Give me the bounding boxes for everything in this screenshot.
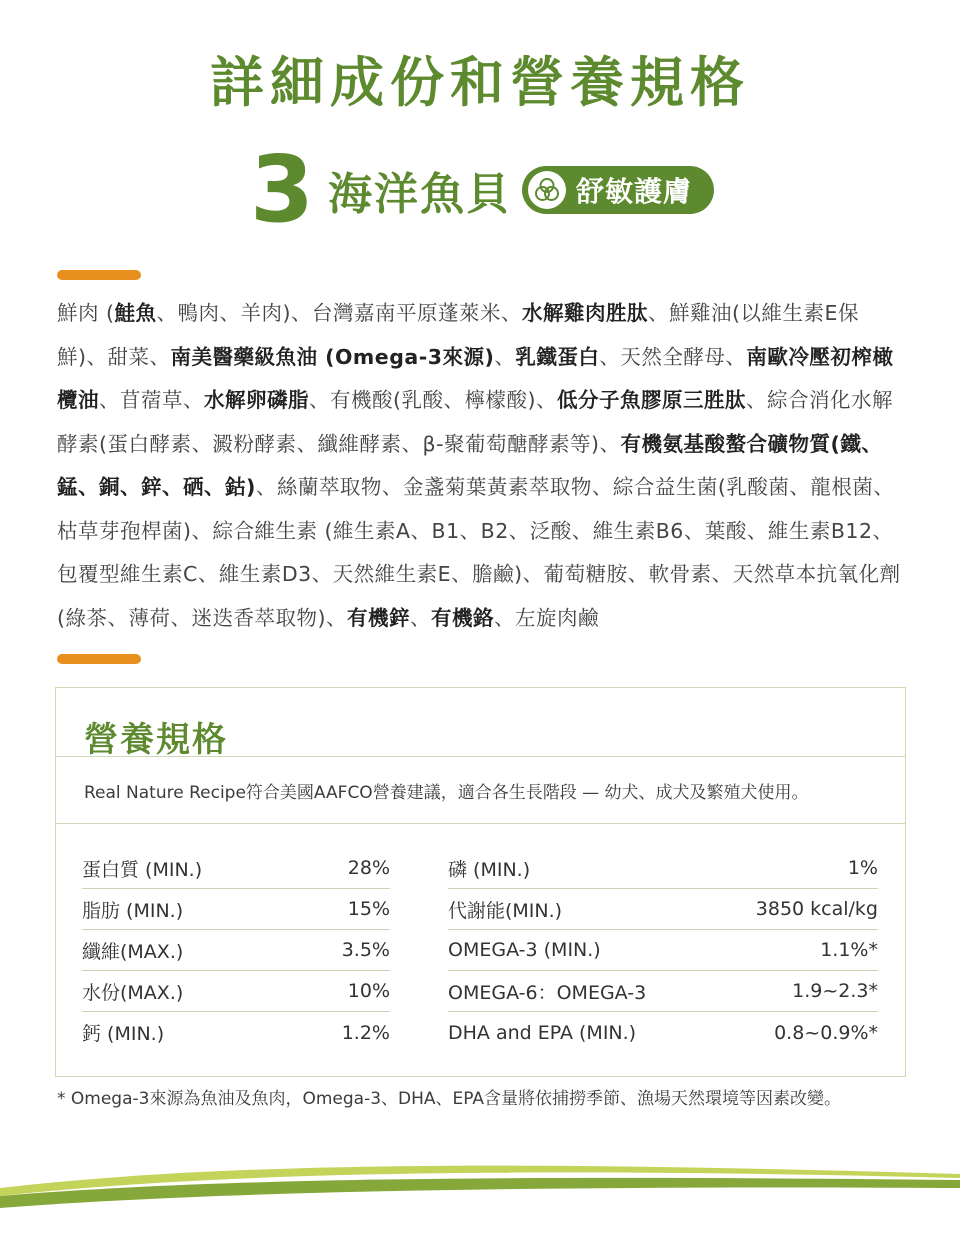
ingredient-highlight: 低分子魚膠原三胜肽 xyxy=(557,388,746,412)
nutrition-label: 水份(MAX.) xyxy=(82,981,184,1004)
nutrition-label: 磷 (MIN.) xyxy=(448,858,531,881)
ingredient-text: 、綜合消化水解酵素(蛋白酵素、澱粉酵素、纖維酵素、β-聚葡萄醣酵素等)、 xyxy=(57,388,893,456)
badge-label: 舒敏護膚 xyxy=(576,175,693,208)
ingredient-text: 、 xyxy=(494,344,516,369)
nutrition-label: 代謝能(MIN.) xyxy=(448,899,563,922)
ingredient-text: 、 xyxy=(410,605,431,630)
nutrition-row xyxy=(82,930,390,971)
ingredient-text: 、有機酸(乳酸、檸檬酸)、 xyxy=(309,388,557,412)
nutrition-panel xyxy=(55,687,906,1077)
nutrition-label: 鈣 (MIN.) xyxy=(82,1023,165,1045)
ingredient-text: 、鴨肉、羊肉)、台灣嘉南平原蓬萊米、 xyxy=(156,301,523,325)
nutrition-value: 10% xyxy=(347,980,390,1002)
nutrition-value: 1.9~2.3* xyxy=(792,980,878,1002)
nutrition-row xyxy=(82,889,390,930)
ingredient-text: 鮮肉 ( xyxy=(57,301,115,325)
ingredient-text: 、鮮雞油(以維生素E保鮮)、甜菜、 xyxy=(57,301,859,369)
nutrition-row xyxy=(82,848,390,889)
nutrition-title: 營養規格 xyxy=(84,720,228,760)
section-divider xyxy=(57,270,141,280)
ingredient-highlight: 鮭魚 xyxy=(114,301,157,325)
product-number: 3 xyxy=(250,136,315,243)
ingredient-highlight: 有機氨基酸螯合礦物質(鐵、錳、銅、鋅、硒、鈷) xyxy=(57,431,883,499)
nutrition-row xyxy=(82,971,390,1012)
nutrition-table-right xyxy=(448,848,878,1053)
nutrition-row xyxy=(448,848,878,889)
ingredient-text: 、左旋肉鹼 xyxy=(494,605,599,630)
nutrition-value: 15% xyxy=(347,898,390,920)
nutrition-row xyxy=(82,1012,390,1053)
nutrition-value: 1.1%* xyxy=(820,939,878,961)
nutrition-value: 3850 kcal/kg xyxy=(755,898,878,920)
ingredient-highlight: 南美醫藥級魚油 (Omega-3來源) xyxy=(170,344,495,369)
ingredient-highlight: 有機鋅 xyxy=(347,605,410,630)
section-divider xyxy=(57,654,141,664)
nutrition-row xyxy=(448,1012,878,1053)
nutrition-label: OMEGA-3 (MIN.) xyxy=(448,939,601,961)
nutrition-note: Real Nature Recipe符合美國AAFCO營養建議，適合各生長階段 — 幼犬、成犬及繁殖犬使用。 xyxy=(56,756,905,824)
ingredient-highlight: 水解雞肉胜肽 xyxy=(522,301,649,325)
nutrition-label: OMEGA-6：OMEGA-3 xyxy=(448,981,647,1004)
ingredient-highlight: 有機鉻 xyxy=(431,605,494,630)
ingredient-text: 、苜蓿草、 xyxy=(99,388,204,412)
nutrition-row xyxy=(448,930,878,971)
nutrition-value: 1% xyxy=(847,857,878,879)
nutrition-label: DHA and EPA (MIN.) xyxy=(448,1021,637,1044)
nutrition-value: 0.8~0.9%* xyxy=(774,1021,878,1044)
product-badge xyxy=(522,166,714,214)
nutrition-label: 脂肪 (MIN.) xyxy=(82,899,184,922)
page-title: 詳細成份和營養規格 xyxy=(210,51,750,114)
ingredient-highlight: 水解卵磷脂 xyxy=(204,388,309,412)
nutrition-row xyxy=(448,889,878,930)
tri-circle-icon xyxy=(528,171,566,209)
nutrition-label: 蛋白質 (MIN.) xyxy=(82,858,203,881)
ingredient-text: 、絲蘭萃取物、金盞菊葉黃素萃取物、綜合益生菌(乳酸菌、龍根菌、枯草芽孢桿菌)、綜合維生素 (維生素A、B1、B2、泛酸、維生素B6、葉酸、維生素B12、包覆型維生素C、維生素D3、天然維生素E、膽鹼)、葡萄糖胺、軟骨素、天然草本抗氧化劑 (綠茶、薄荷、迷迭香萃取物)、 xyxy=(57,475,901,630)
nutrition-value: 28% xyxy=(347,857,390,879)
nutrition-value: 3.5% xyxy=(341,939,390,961)
footnote: * Omega-3來源為魚油及魚肉，Omega-3、DHA、EPA含量將依捕撈季節、漁場天然環境等因素改變。 xyxy=(57,1089,842,1109)
nutrition-label: 纖維(MAX.) xyxy=(82,940,184,963)
product-heading xyxy=(250,136,714,243)
ingredient-highlight: 乳鐵蛋白 xyxy=(515,344,600,369)
nutrition-table-left xyxy=(82,848,390,1053)
product-name: 海洋魚貝 xyxy=(328,169,513,220)
nutrition-row xyxy=(448,971,878,1012)
ingredients-text xyxy=(57,292,907,640)
decorative-wave xyxy=(0,1140,960,1241)
ingredient-highlight: 南歐冷壓初榨橄欖油 xyxy=(57,344,894,412)
nutrition-value: 1.2% xyxy=(341,1021,390,1044)
ingredient-text: 、天然全酵母、 xyxy=(599,344,747,369)
